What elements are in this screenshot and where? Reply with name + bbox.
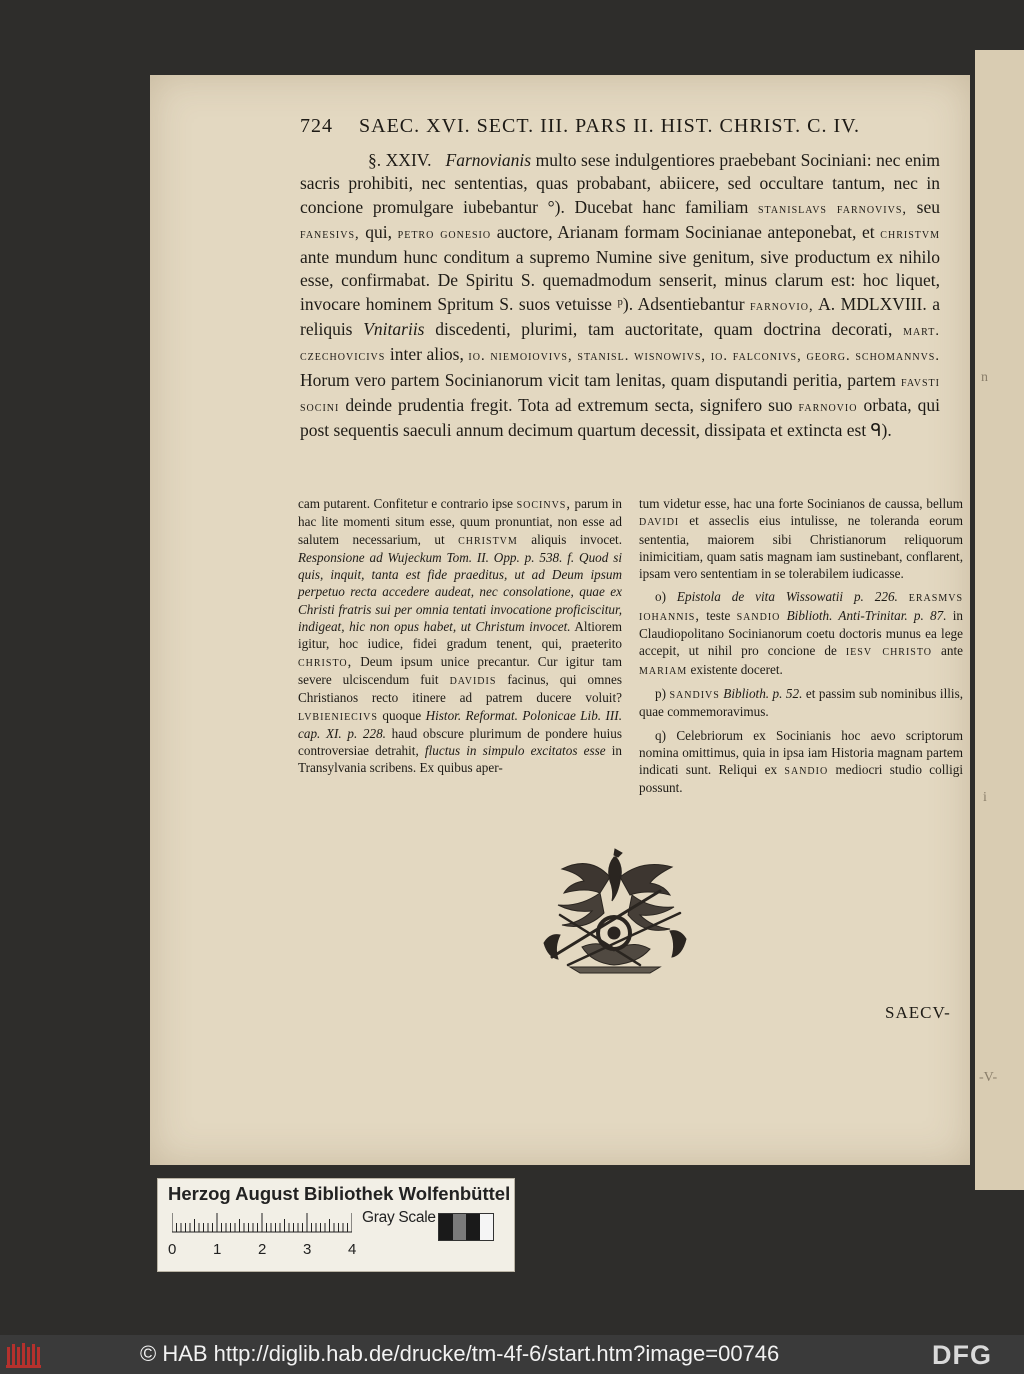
footnote-p	[639, 685, 963, 721]
text-run: facinus, qui omnes Christianos recto itinere ad patrem ducere voluit?	[298, 671, 622, 706]
name-smallcaps: iesv christo	[845, 643, 933, 660]
text-run: Vnitariis	[363, 319, 425, 340]
footnote-marker: q)	[655, 727, 666, 743]
name-smallcaps: sandivs	[669, 685, 720, 702]
name-smallcaps: davidi	[639, 513, 680, 530]
text-run: Celebriorum ex Socinianis hoc aevo scriptorum nomina omittimus, quia in ipsa iam Historia magnam partem indicati sunt. Reliqui ex	[639, 727, 963, 778]
text-run: teste	[699, 607, 737, 623]
library-label-card	[157, 1178, 515, 1272]
running-header	[300, 115, 940, 138]
name-smallcaps: mart. czechovicivs	[300, 323, 940, 365]
text-run: aliquis invocet.	[517, 531, 623, 547]
footnote-marker: p)	[655, 685, 666, 701]
text-run: Farnovianis	[445, 150, 532, 170]
name-smallcaps: stanislavs farnovivs,	[757, 200, 908, 217]
text-run: discedenti, plurimi, tam auctoritate, quam doctrina decorati,	[424, 319, 904, 340]
text-run: Horum vero partem Socinianorum vicit tam lenitas, quam disputandi peritia, partem	[300, 369, 902, 390]
catchword: SAECV-	[885, 1003, 951, 1022]
name-smallcaps: socinvs,	[516, 496, 571, 512]
text-run: cam putarent. Confitetur e contrario ipse	[298, 496, 517, 511]
name-smallcaps: io. niemoiovivs, stanisl. wisnowivs, io. falconivs, georg. schomannvs.	[468, 348, 940, 365]
text-run: haud obscure plurimum de pondere huius controversiae detrahit,	[298, 725, 622, 759]
text-run: inter alios,	[385, 344, 469, 365]
text-run: Biblioth. Anti-Trinitar. p. 87.	[780, 607, 947, 623]
text-run: Responsione ad Wujeckum Tom. II. Opp. p. 538. f. Quod si quis, inquit, tanta est fide praeditus, ut ad Deum ipsum perpetuo recta accedere audeat, nec consolatione, quae ex Christi fratris sui per omnia tentati invocatione proficiscitur, indigeat, hic non opus habet, ut Christum invocet.	[298, 549, 622, 635]
section-number: §. XXIV.	[368, 150, 432, 170]
adjacent-page-edge: n i -V-	[975, 50, 1024, 1190]
text-run: Biblioth. p. 52.	[719, 685, 803, 701]
footnote-q	[639, 727, 963, 797]
text-run: et passim sub nominibus illis, quae commemoravimus.	[639, 685, 963, 720]
name-smallcaps: erasmvs iohannis,	[639, 589, 964, 624]
ruler-scale	[166, 1241, 356, 1261]
ruler-number: 2	[258, 1241, 267, 1258]
text-run: et asseclis eius intulisse, ne toleranda eorum sententia, maiorem sibi Christianorum reliquorum inimicitiam, quam satis magnam iam sustinebant, conflarent, ipsam vero sententiam in se tolerabilem iudicasse.	[639, 513, 963, 582]
footnote-o	[639, 588, 963, 678]
measure-ruler-icon	[172, 1213, 352, 1233]
page-number: 724	[300, 115, 333, 137]
main-paragraph	[300, 149, 940, 443]
text-run: deinde prudentia fregit. Tota ad extremum secta, signifero suo	[339, 394, 799, 415]
text-run: mediocri studio colligi possunt.	[639, 762, 963, 796]
text-run: auctore, Arianam formam Socinianae anteponebat, et	[491, 221, 881, 242]
text-run: ante mundum hunc conditum a supremo Numine sive genitum, sive productum ex nihilo esse, confirmabat. De Spiritu S. quemadmodum senserit, minus clarum est: hoc liquet, invocare hominem Spritum S. suos vetuisse ᵖ). Adsentiebantur	[300, 247, 940, 314]
name-smallcaps: sandio	[736, 607, 781, 624]
text-run: seu	[907, 196, 941, 217]
footnote-column-left	[298, 495, 622, 783]
text-run: Histor. Reformat. Polonicae Lib. III. cap. XI. p. 228.	[298, 707, 622, 741]
library-name: Herzog August Bibliothek Wolfenbüttel	[168, 1183, 511, 1204]
copyright-link[interactable]: © HAB http://diglib.hab.de/drucke/tm-4f-6/start.htm?image=00746	[140, 1341, 780, 1366]
text-run: ante	[932, 643, 964, 659]
viewer-footer	[0, 1335, 1024, 1374]
footnote-column-right	[639, 495, 963, 803]
ruler-number: 0	[168, 1241, 177, 1258]
running-title: SAEC. XVI. SECT. III. PARS II. HIST. CHRIST. C. IV.	[359, 115, 861, 137]
text-run: tum videtur esse, hac una forte Socinianos de caussa, bellum	[639, 496, 963, 511]
text-run: Deum ipsum unice precantur. Cur igitur tam severe ulciscendum fuit	[298, 653, 622, 687]
name-smallcaps: fanesivs,	[300, 225, 360, 242]
name-smallcaps: farnovio	[798, 398, 858, 415]
footnote-marker: o)	[655, 589, 666, 605]
text-run: in Transylvania scribens. Ex quibus aper-	[298, 743, 622, 776]
text-run: A. MDLXVIII. a reliquis	[300, 293, 940, 340]
hab-logo-icon	[6, 1341, 42, 1369]
name-smallcaps: mariam	[639, 661, 688, 678]
name-smallcaps: christvm	[880, 225, 940, 242]
name-smallcaps: lvbieniecivs	[298, 707, 378, 724]
text-run: Altiorem igitur, hoc iudice, fidei gradum tenent, qui, praeterito	[298, 619, 622, 652]
text-run: fluctus in simpulo excitatos esse	[424, 743, 606, 759]
name-smallcaps: christvm	[458, 531, 518, 548]
dfg-logo: DFG	[932, 1340, 992, 1370]
text-run: qui,	[359, 221, 398, 242]
name-smallcaps: favsti socini	[300, 373, 940, 415]
text-run: Epistola de vita Wissowatii p. 226.	[676, 589, 898, 605]
ruler-number: 4	[348, 1241, 357, 1258]
text-run: orbata, qui post sequentis saeculi annum decimum quartum decessit, dissipata et extincta est ᑫ).	[300, 394, 940, 441]
ruler-number: 1	[213, 1241, 222, 1258]
text-run: quoque	[377, 707, 426, 723]
name-smallcaps: farnovio,	[750, 297, 814, 314]
name-smallcaps: petro gonesio	[397, 225, 492, 242]
book-page	[150, 75, 970, 1165]
name-smallcaps: davidis	[449, 671, 497, 688]
gray-scale-swatch	[438, 1213, 494, 1241]
name-smallcaps: christo,	[298, 653, 353, 670]
eagle-trophy-vignette-icon	[540, 847, 690, 977]
text-run: existente doceret.	[687, 661, 783, 677]
name-smallcaps: sandio	[784, 762, 829, 779]
text-run: multo sese indulgentiores praebebant Sociniani: nec enim sacris prohibiti, nec sententias, quas probabant, abiicere, sed occultare tantum, nec in concione promulgare iubebantur °). Ducebat hanc familiam	[300, 150, 940, 217]
gray-scale-label: Gray Scale	[362, 1209, 436, 1226]
text-run: parum in hac lite momenti situm esse, quum pronuntiat, non esse ad salutem necessarium, ut	[298, 496, 622, 547]
ruler-number: 3	[303, 1241, 312, 1258]
text-run: in Claudiopolitano Socinianorum coetu doctoris munus ea lege accepit, ut nihil pro concione de	[639, 607, 963, 659]
